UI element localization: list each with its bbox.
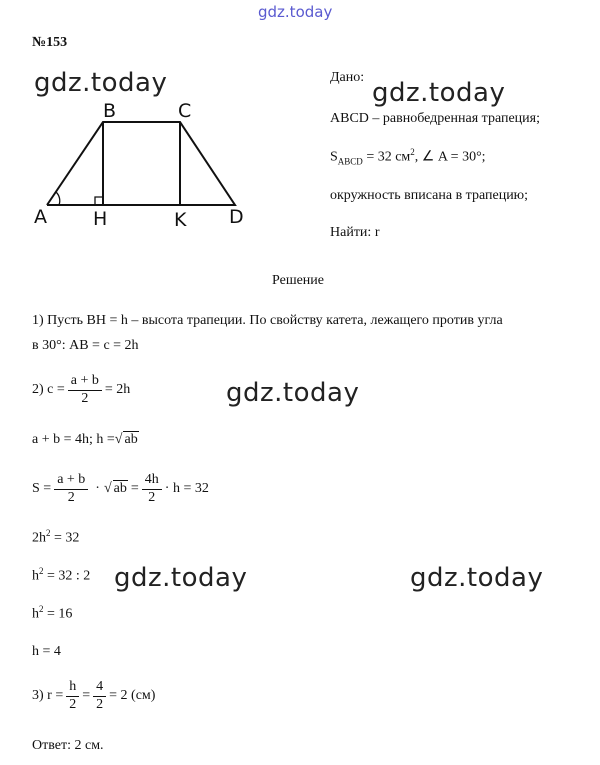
answer: Ответ: 2 см.: [32, 738, 104, 753]
step-2-lhs: 2) c =: [32, 382, 65, 398]
step-1-line-a: 1) Пусть BH = h – высота трапеции. По свойству катета, лежащего против угла: [32, 313, 503, 328]
given-area-angle: , ∠ A = 30°;: [414, 149, 486, 165]
given-area-s: S: [330, 149, 338, 165]
fraction-denominator: 2: [69, 696, 77, 712]
vertex-label-k: K: [174, 209, 187, 231]
area-tail: · h = 32: [164, 481, 209, 497]
sum-equation-text: a + b = 4h; h =: [32, 432, 115, 447]
vertex-label-c: C: [178, 100, 192, 122]
eq-rest: = 32: [50, 530, 80, 546]
eq-rest: = 16: [43, 606, 73, 622]
given-area-eq: = 32 см: [362, 149, 411, 165]
fraction: [66, 680, 79, 712]
trapezoid-outline: [47, 122, 235, 205]
given-area-sub: ABCD: [337, 156, 363, 167]
angle-a-arc: [56, 192, 60, 205]
vertex-label-a: A: [34, 206, 47, 228]
eq-sup: 2: [46, 528, 51, 538]
fraction-denominator: 2: [148, 489, 156, 505]
fraction: [142, 473, 162, 505]
given-line-3: окружность вписана в трапецию;: [330, 188, 529, 203]
equation-h-squared-div: [32, 566, 90, 585]
fraction-denominator: 2: [67, 489, 75, 505]
fraction-denominator: 2: [81, 390, 89, 406]
step-3-lhs: 3) r =: [32, 688, 64, 704]
vertex-label-h: H: [93, 208, 108, 230]
watermark-left: gdz.today: [114, 563, 248, 593]
watermark-right: gdz.today: [410, 563, 544, 593]
fraction-numerator: a + b: [68, 374, 102, 391]
vertex-label-b: B: [103, 100, 117, 122]
radicand: ab: [124, 432, 138, 447]
given-heading: Дано:: [330, 70, 365, 85]
eq-sup: 2: [39, 604, 44, 614]
multiply-sign: ·: [95, 481, 100, 497]
eq-sup: 2: [39, 566, 44, 576]
step-3-tail: = 2 (см): [109, 688, 156, 704]
right-angle-mark: [95, 197, 103, 205]
vertex-label-d: D: [229, 206, 244, 228]
fraction-numerator: h: [66, 680, 79, 697]
fraction: [68, 374, 102, 406]
sum-equation: [32, 432, 139, 448]
eq-rest: = 32 : 2: [43, 568, 91, 584]
step-1-line-b: в 30°: AB = c = 2h: [32, 338, 139, 353]
given-area: [330, 147, 486, 166]
area-lhs: S =: [32, 481, 52, 497]
equation-h-value: h = 4: [32, 644, 61, 659]
equation-h-squared-16: [32, 604, 72, 623]
fraction-numerator: 4: [93, 680, 106, 697]
step-2-rhs: = 2h: [104, 382, 131, 398]
eq-base: h: [32, 606, 39, 622]
given-line-1: ABCD – равнобедренная трапеция;: [330, 111, 540, 126]
watermark-top: gdz.today: [258, 3, 333, 21]
step-3: [32, 680, 155, 712]
fraction-numerator: 4h: [142, 473, 162, 490]
watermark-figure: gdz.today: [34, 68, 168, 98]
sqrt: √ ab: [114, 432, 138, 447]
fraction-denominator: 2: [96, 696, 104, 712]
eq-base: 2h: [32, 530, 46, 546]
given-area-sup: 2: [410, 147, 415, 157]
equals-sign: =: [130, 481, 139, 497]
solution-heading: Решение: [272, 273, 325, 288]
watermark-given: gdz.today: [372, 78, 506, 108]
problem-number: №153: [32, 35, 68, 50]
radicand: ab: [113, 481, 127, 497]
step-2: [32, 374, 130, 406]
given-find: Найти: r: [330, 225, 380, 240]
fraction-numerator: a + b: [54, 473, 88, 490]
watermark-middle: gdz.today: [226, 378, 360, 408]
eq-base: h: [32, 568, 39, 584]
equals-sign: =: [82, 688, 91, 704]
equation-2h-squared: [32, 528, 79, 547]
fraction: [93, 680, 106, 712]
sqrt: √ ab: [103, 481, 127, 497]
fraction: [54, 473, 88, 505]
area-equation: [32, 473, 209, 505]
